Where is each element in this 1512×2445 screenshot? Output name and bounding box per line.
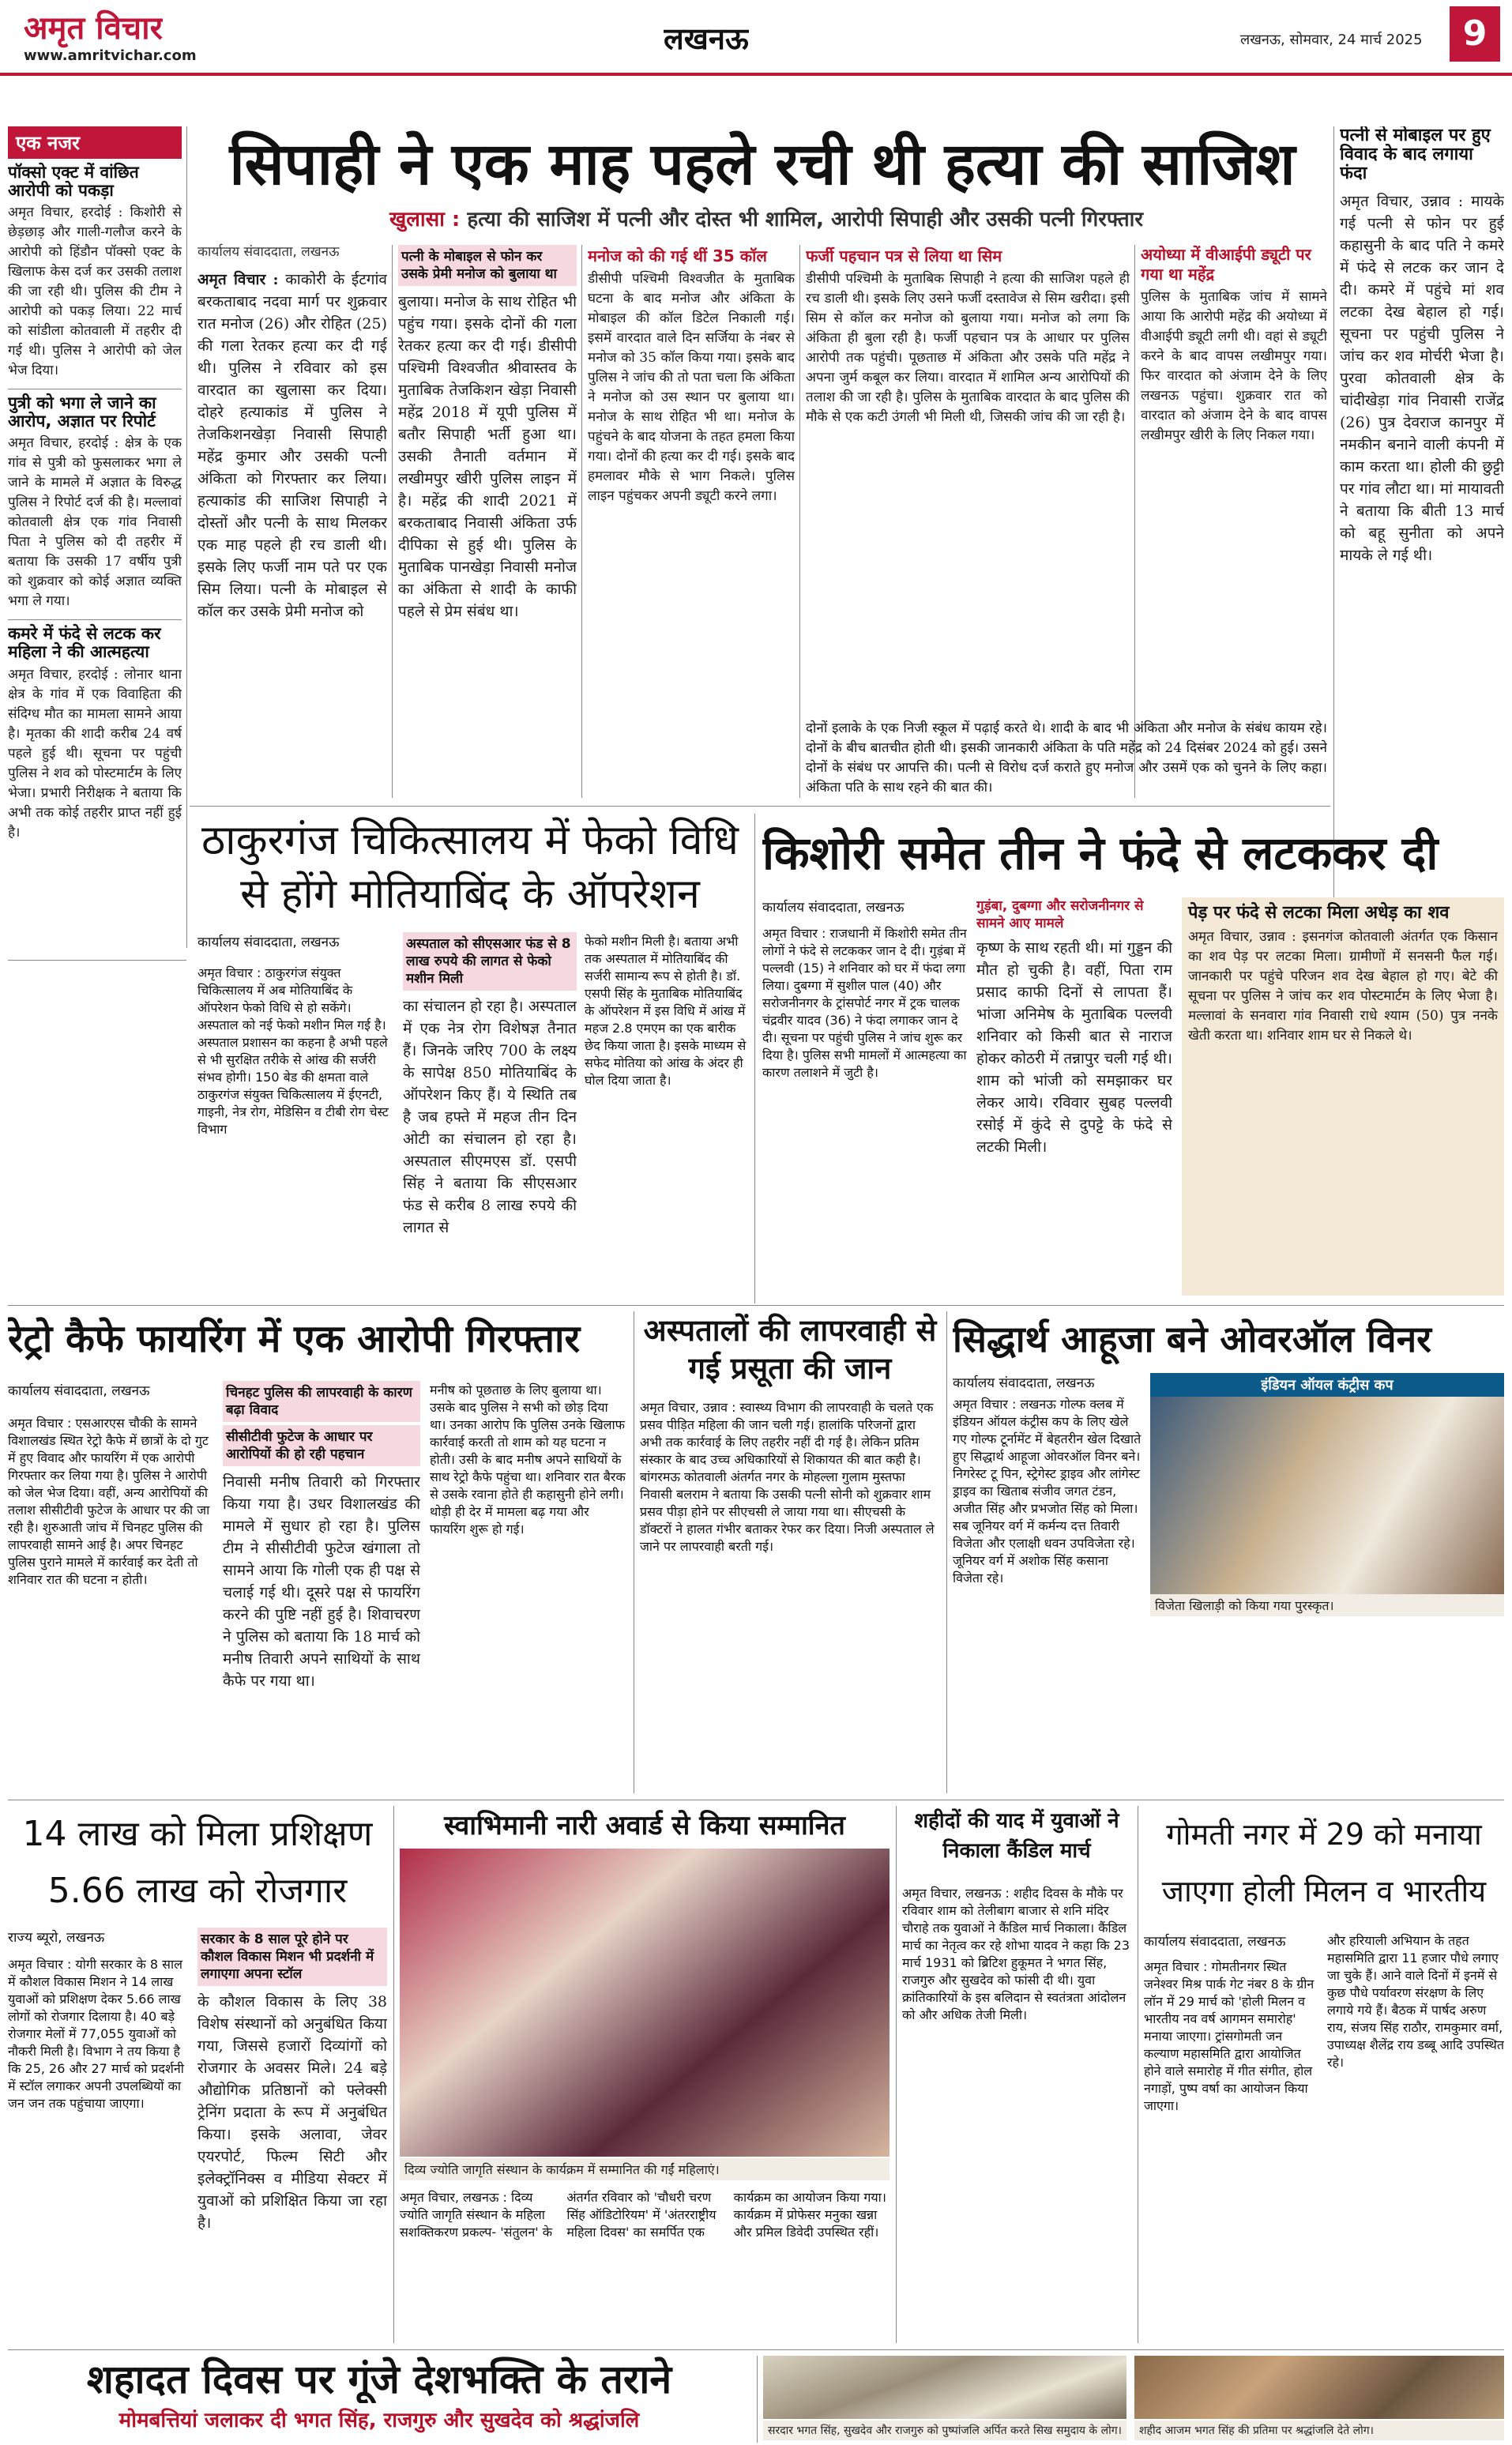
story10-headline: गोमती नगर में 29 को मनाया जाएगा होली मिलन व भारतीय xyxy=(1161,1817,1487,1909)
story2-byline: कार्यालय संवाददाता, लखनऊ xyxy=(197,935,340,950)
lead-col3 xyxy=(588,245,795,798)
story4-col2-tag1: चिनहट पुलिस की लापरवाही के कारण बढ़ा विवाद xyxy=(223,1381,420,1422)
lead-col2-tag: पत्नी के मोबाइल से फोन कर उसके प्रेमी मनोज को बुलाया था xyxy=(398,245,577,286)
lead-col1 xyxy=(197,269,387,798)
story3-byline: कार्यालय संवाददाता, लखनऊ xyxy=(762,900,905,916)
photo-caption: विजेता खिलाड़ी को किया गया पुरस्कृत। xyxy=(1150,1594,1504,1616)
column-rule xyxy=(757,2356,758,2443)
story4-byline: कार्यालय संवाददाता, लखनऊ xyxy=(8,1383,150,1399)
sidebox-body: अमृत विचार, उन्नाव : इसनगंज कोतवाली अंतर्गत एक किसान का शव पेड़ पर लटका मिला। ग्रामीणों में सनसनी फैल गई। जानकारी पर पहुंचे परिजन शव देख बेहाल हो गए। बेटे की सूचना पर पुलिस ने जांच कर शव पोस्टमार्टम के लिए भेजा है। मल्लावां के सनवारा गांव निवासी राधे श्याम (50) पुत्र ननके खेती करता था। शनिवार शाम घर से निकले थे। xyxy=(1188,929,1498,1044)
masthead xyxy=(0,0,1512,87)
photo-caption: सरदार भगत सिंह, सुखदेव और राजगुरु को पुष्पांजलि अर्पित करते सिख समुदाय के लोग। xyxy=(763,2421,1126,2440)
story6-body: अमृत विचार : लखनऊ गोल्फ क्लब में इंडियन ऑयल कंट्रीस कप के लिए खेले गए गोल्फ टूर्नामेंट में बेहतरीन खेल दिखाते हुए सिद्धार्थ आहूजा ओवरऑल विनर बने। निगरेस्ट टू पिन, स्ट्रेगेस्ट ड्राइव और लांगेस्ट ड्राइव का खिताब संजीव जगत टंडन, अजीत सिंह और प्रभजोत सिंह को मिला। सब जूनियर वर्ग में कर्मन्य दत्त तिवारी विजेता और एलाक्षी धवन उपविजेता रहे। जूनियर वर्ग में अशोक सिंह कसाना विजेता रहे। xyxy=(953,1397,1142,1585)
story2-headline: ठाकुरगंज चिकित्सालय में फेको विधि से होंगे मोतियाबिंद के ऑपरेशन xyxy=(201,817,739,918)
story8-headline: स्वाभिमानी नारी अवार्ड से किया सम्मानित xyxy=(444,1810,845,1841)
right-brief-body: अमृत विचार, उन्नाव : मायके गई पत्नी से फोन पर हुई कहासुनी के बाद पति ने कमरे में फंदे से लटक कर जान दे दी। कमरे में पहुंचे मां शव लटका देख बेहाल हो गई। सूचना पर पहुंची पुलिस ने जांच कर शव मोर्चरी भेजा है। पुरवा कोतवाली क्षेत्र के चांदीखेड़ा गांव निवासी राजेंद्र (26) पुत्र देवराज कानपुर में नमकीन बनाने वाली कंपनी में काम करता था। होली की छुट्टी पर गांव लौटा था। मां मायावती ने बताया कि बीती 13 मार्च को बहू सुनीता को अपने मायके ले गई थी। xyxy=(1340,192,1504,564)
story2-col3: फेको मशीन मिली है। बताया अभी तक अस्पताल में मोतियाबिंद की सर्जरी सामान्य रूप से होती है। डॉ. एसपी सिंह के मुताबिक मोतियाबिंद के ऑपरेशन में इस विधि में आंख में महज 2.8 एमएम का एक बारीक छेद किया जाता है। इसके माध्यम से सफेद मोतिया को आंख के अंदर ही घोल दिया जाता है। xyxy=(585,934,747,1088)
masthead-rule xyxy=(0,73,1512,76)
lead-col4 xyxy=(806,245,1130,719)
brief-headline: कमरे में फंदे से लटक कर महिला ने की आत्महत्या xyxy=(8,619,182,661)
masthead-brand: अमृत विचार xyxy=(24,9,163,47)
right-brief-headline: पत्नी से मोबाइल पर हुए विवाद के बाद लगाया फंदा xyxy=(1340,126,1491,184)
story2-col2-text: का संचालन हो रहा है। अस्पताल में एक नेत्र रोग विशेषज्ञ तैनात हैं। जिनके जरिए 700 के लक्ष्य के सापेक्ष 850 मोतियाबिंद के ऑपरेशन किए हैं। ये स्थिति तब है जब हफ्ते में महज तीन दिन ओटी का संचालन हो रहा है। अस्पताल सीएमएस डॉ. एसपी सिंह ने बताया कि सीएसआर फंड से करीब 8 लाख रुपये की लागत से xyxy=(403,998,577,1236)
column-rule xyxy=(754,814,755,1303)
story7-col1: अमृत विचार : योगी सरकार के 8 साल में कौशल विकास मिशन ने 14 लाख युवाओं को प्रशिक्षण देकर 5.66 लाख लोगों को रोजगार दिलाया है। 40 बड़े रोजगार मेलों में 77,055 युवाओं को नौकरी मिली है। विभाग ने तय किया है कि 25, 26 और 27 मार्च को प्रदर्शनी में स्टॉल लगाकर अपनी उपलब्धियों का जन जन तक पहुंचाया जाएगा। xyxy=(8,1957,184,2111)
column-rule xyxy=(799,245,800,798)
story2-col2-tag: अस्पताल को सीएसआर फंड से 8 लाख रुपये की लागत से फेको मशीन मिली xyxy=(403,932,577,991)
award-ceremony-photo xyxy=(400,1849,890,2157)
lead-col3-tag: मनोज को की गई थीं 35 कॉल xyxy=(588,246,767,265)
story10-byline: कार्यालय संवाददाता, लखनऊ xyxy=(1144,1934,1286,1950)
lead-bottom-text: दोनों इलाके के एक निजी स्कूल में पढ़ाई करते थे। शादी के बाद भी अंकिता और मनोज के संबंध कायम रहे। दोनों के बीच बातचीत होती थी। इसकी जानकारी अंकिता के पति महेंद्र को 24 दिसंबर 2024 को हुई। उसने दोनों के संबंध पर आपत्ति की। पत्नी से विरोध दर्ज कराते हुए मनोज और उसमें एक को चुनने के लिए कहा। अंकिता पति के साथ रहने की बात की। xyxy=(806,720,1327,796)
masthead-city: लखनऊ xyxy=(664,21,749,56)
sidebox-headline: पेड़ पर फंदे से लटका मिला अधेड़ का शव xyxy=(1188,903,1450,923)
story2-col1: अमृत विचार : ठाकुरगंज संयुक्त चिकित्सालय में अब मोतियाबिंद के ऑपरेशन फेको विधि से हो सकेंगे। अस्पताल को नई फेको मशीन मिल गई है। अस्पताल प्रशासन का कहना है अभी पहले से भी सुरक्षित तरीके से आंख की सर्जरी संभव होगी। 150 बेड की क्षमता वाले ठाकुरगंज संयुक्त चिकित्सालय में ईएनटी, गाइनी, नेत्र रोग, मेडिसिन व टीबी रोग चेस्ट विभाग xyxy=(197,965,389,1137)
lead-sub-prefix: खुलासा : xyxy=(389,208,461,231)
brief-headline: पॉक्सो एक्ट में वांछित आरोपी को पकड़ा xyxy=(8,163,139,201)
lead-col4-text: डीसीपी पश्चिमी के मुताबिक सिपाही ने हत्या की साजिश पहले ही रच डाली थी। इसके लिए उसने फर्जी दस्तावेज से सिम खरीदा। इसी सिम से कॉल कर मनोज को बुलाया गया। मनोज को लगा कि अंकिता ही बुला रही है। फर्जी पहचान पत्र के आधार पर पुलिस आरोपी तक पहुंची। पूछताछ में अंकिता और उसके पति महेंद्र ने अपना जुर्म कबूल कर लिया। वारदात में शामिल अन्य आरोपियों की तलाश की जा रही है। पुलिस के मुताबिक वारदात के बाद पुलिस की मौके से एक कटी उंगली भी मिली थी, जिसकी जांच की जा रही है। xyxy=(806,271,1130,425)
story10-col2: और हरियाली अभियान के तहत महासमिति द्वारा 11 हजार पौधे लगाए जा चुके हैं। आने वाले दिनों में इनमें से कुछ पौधे पर्यावरण संरक्षण के लिए लगाये गये हैं। बैठक में पार्षद अरुण राय, संजय सिंह राठौर, रामकुमार वर्मा, उपाध्यक्ष शैलेंद्र राय डब्बू आदि उपस्थित रहे। xyxy=(1327,1933,1504,2070)
story7-col2-text: के कौशल विकास के लिए 38 विशेष संस्थानों को अनुबंधित किया गया, जिससे हजारों दिव्यांगों को रोजगार के अवसर मिले। 24 बड़े औद्योगिक प्रतिष्ठानों को फ्लेक्सी ट्रेनिंग प्रदाता के रूप में अनुबंधित किया। इसके अलावा, जेवर एयरपोर्ट, फिल्म सिटी और इलेक्ट्रॉनिक्स व मीडिया सेक्टर में युवाओं को प्रशिक्षित किया जा रहा है। xyxy=(197,1993,387,2232)
brief-headline: पुत्री को भगा ले जाने का आरोप, अज्ञात पर रिपोर्ट xyxy=(8,389,182,431)
column-rule xyxy=(946,1311,947,1793)
story11-headline: शहादत दिवस पर गूंजे देशभक्ति के तराने xyxy=(86,2357,672,2402)
briefs-column xyxy=(8,126,182,948)
story3-col2-text: कृष्ण के साथ रहती थी। मां गुड्डन की मौत हो चुकी है। वहीं, पिता राम प्रसाद काफी दिनों से लापता हैं। भांजा अनिमेष के मुताबिक पल्लवी शनिवार को किसी बात से नाराज होकर कोठरी में तन्नापुर चली गई थी। शाम को भांजी को समझाकर घर लेकर आये। रविवार सुबह पल्लवी रसोई में कुंदे से दुपट्टे के फंदे से लटकी मिली। xyxy=(976,939,1172,1156)
photo-caption: दिव्य ज्योति जागृति संस्थान के कार्यक्रम में सम्मानित की गईं महिलाएं। xyxy=(400,2158,890,2180)
photo-banner: इंडियन ऑयल कंट्रीस कप xyxy=(1150,1373,1504,1397)
story3-sidebox xyxy=(1182,897,1504,1296)
story9-headline: शहीदों की याद में युवाओं ने निकाला कैंडिल मार्च xyxy=(914,1809,1119,1863)
lead-col1-text: काकोरी के ईटगांव बरकताबाद नदवा मार्ग पर शुक्रवार रात मनोज (26) और रोहित (25) की गला रेतकर हत्या कर दी गई थी। पुलिस ने रविवार को इस वारदात का खुलासा कर दिया। दोहरे हत्याकांड में पुलिस ने तेजकिशनखेड़ा निवासी सिपाही महेंद्र कुमार और उसकी पत्नी अंकिता को गिरफ्तार कर लिया। हत्याकांड की साजिश सिपाही ने दोस्तों और पत्नी के साथ मिलकर एक माह पहले ही रच डाली थी। इसके लिए फर्जी नाम पते पर एक सिम लिया। पत्नी के मोबाइल से कॉल कर उसके प्रेमी मनोज को xyxy=(197,271,387,620)
lead-col5-text: पुलिस के मुताबिक जांच में सामने आया कि आरोपी महेंद्र की अयोध्या में वीआईपी ड्यूटी लगी थी। वहां से ड्यूटी करने के बाद वापस लखीमपुर गया। फिर वारदात को अंजाम देने के लिए लखनऊ पहुंचा। शुक्रवार रात को वारदात को अंजाम देने के बाद वापस लखीमपुर खीरी के लिए निकल गया। xyxy=(1141,289,1327,443)
brief-body: अमृत विचार, हरदोई : लोनार थाना क्षेत्र के गांव में एक विवाहिता की संदिग्ध मौत का मामला सामने आया है। मृतका की शादी करीब 24 वर्ष पहले हुई थी। सूचना पर पहुंची पुलिस ने शव को पोस्टमार्टम के लिए भेजा। प्रभारी निरीक्षक ने बताया कि अभी तक कोई तहरीर प्राप्त नहीं हुई है। xyxy=(8,666,182,841)
lead-dateline: अमृत विचार : xyxy=(197,271,279,288)
right-brief xyxy=(1340,126,1504,679)
column-rule xyxy=(1134,245,1135,798)
story4-headline: रेट्रो कैफे फायरिंग में एक आरोपी गिरफ्तार xyxy=(8,1317,581,1361)
story4-col1: अमृत विचार : एसआरएस चौकी के सामने विशालखंड स्थित रेट्रो कैफे में छात्रों के दो गुट में हुए विवाद और फायरिंग में एक आरोपी गिरफ्तार कर लिया गया है। पुलिस ने आरोपी को जेल भेज दिया। वहीं, अन्य आरोपियों की तलाश सीसीटीवी फुटेज के आधार पर की जा रही है। शुरुआती जांच में चिनहट पुलिस की लापरवाही सामने आई है। अपर चिनहट पुलिस पुराने मामले में कार्रवाई कर देती तो शनिवार रात की घटना न होती। xyxy=(8,1416,210,1587)
briefs-label: एक नजर xyxy=(8,126,182,159)
story4-col2-tag2: सीसीटीवी फुटेज के आधार पर आरोपियों की हो रही पहचान xyxy=(223,1425,420,1466)
sikh-tribute-photo xyxy=(763,2356,1126,2419)
lead-col2-text: बुलाया। मनोज के साथ रोहित भी पहुंच गया। इसके दोनों की गला रेतकर हत्या कर दी गई। डीसीपी पश्चिमी विश्वजीत श्रीवास्तव के मुताबिक तेजकिशन खेड़ा निवासी महेंद्र 2018 में यूपी पुलिस में बतौर सिपाही भर्ती हुआ था। उसकी तैनाती वर्तमान में लखीमपुर खीरी पुलिस लाइन में है। महेंद्र की शादी 2021 में बरकताबाद निवासी अंकिता उर्फ दीपिका से हुई थी। पुलिस के मुताबिक पानखेड़ा निवासी मनोज का अंकिता से शादी के काफी पहले से प्रेम संबंध था। xyxy=(398,293,577,620)
lead-headline: सिपाही ने एक माह पहले रची थी हत्या की साजिश xyxy=(229,130,1296,198)
story8-body: अमृत विचार, लखनऊ : दिव्य ज्योति जागृति संस्थान के महिला सशक्तिकरण प्रकल्प- 'संतुलन' के अंतर्गत रविवार को 'चौधरी चरण सिंह ऑडिटोरियम' में 'अंतरराष्ट्रीय महिला दिवस' का समर्पित एक कार्यक्रम का आयोजन किया गया। कार्यक्रम में प्रोफेसर मनुका खन्ना और प्रमिल डिवेदी उपस्थित रहीं। xyxy=(400,2190,886,2240)
story4-col2 xyxy=(223,1381,420,1792)
column-rule xyxy=(392,245,393,798)
story4-col3: मनीष को पूछताछ के लिए बुलाया था। उसके बाद पुलिस ने सभी को छोड़ दिया था। उनका आरोप कि पुलिस उनके खिलाफ कार्रवाई करती तो शाम को यह घटना न होती। उसी के बाद मनीष अपने साथियों के साथ रेट्रो कैफे पहुंचा था। शनिवार रात बैरक से उसके रवाना होते ही कहासुनी होने लगी। थोड़ी ही देर में मामला बढ़ गया और फायरिंग शुरू हो गई। xyxy=(430,1382,626,1537)
lead-subheadline xyxy=(213,204,1319,232)
lead-col5 xyxy=(1141,245,1327,577)
lead-sub-text: हत्या की साजिश में पत्नी और दोस्त भी शामिल, आरोपी सिपाही और उसकी पत्नी गिरफ्तार xyxy=(460,208,1144,231)
column-rule xyxy=(581,245,582,798)
section-rule xyxy=(8,1305,1504,1306)
story3-col2-tag: गुड़ंबा, दुबग्गा और सरोजनीनगर से सामने आए मामले xyxy=(976,898,1144,931)
lead-col4-tag: फर्जी पहचान पत्र से लिया था सिम xyxy=(806,246,1002,265)
section-rule xyxy=(190,806,1330,807)
story9-body: अमृत विचार, लखनऊ : शहीद दिवस के मौके पर रविवार शाम को तेलीबाग बाजार से शनि मंदिर चौराहे तक युवाओं ने कैंडिल मार्च निकाला। कैंडिल मार्च का नेतृत्व कर रहे शोभा यादव ने कहा कि 23 मार्च 1931 को ब्रिटिश हुकूमत ने भगत सिंह, राजगुरु और सुखदेव को फांसी दी थी। युवा क्रांतिकारियों के इस बलिदान से स्वतंत्रता आंदोलन को और अधिक तेजी मिली। xyxy=(902,1886,1130,2022)
brief-body: अमृत विचार, हरदोई : किशोरी से छेड़छाड़ और गाली-गलौज करने के आरोपी को हिंडौन पॉक्सो एक्ट के खिलाफ केस दर्ज कर उसकी तलाश की जा रही थी। पुलिस की टीम ने आरोपी को पकड़ लिया। 22 मार्च को सांडीला कोतवाली में तहरीर दी गई थी। पुलिस ने आरोपी को जेल भेज दिया। xyxy=(8,205,182,379)
photo-caption: शहीद आजम भगत सिंह की प्रतिमा पर श्रद्धांजलि देते लोग। xyxy=(1134,2421,1504,2440)
column-rule xyxy=(896,1806,897,2343)
story11-subheadline: मोमबत्तियां जलाकर दी भगत सिंह, राजगुरु और सुखदेव को श्रद्धांजलि xyxy=(118,2409,640,2432)
section-rule xyxy=(8,960,186,961)
story2-col2 xyxy=(403,932,577,1296)
section-rule xyxy=(8,2349,1504,2350)
column-rule xyxy=(393,1806,394,2343)
story7-col2 xyxy=(197,1928,387,2342)
masthead-website[interactable]: www.amritvichar.com xyxy=(24,47,197,64)
lead-byline: कार्यालय संवाददाता, लखनऊ xyxy=(197,244,340,260)
story3-col2 xyxy=(976,897,1172,1296)
golf-award-photo xyxy=(1150,1397,1504,1594)
story5-body: अमृत विचार, उन्नाव : स्वास्थ्य विभाग की लापरवाही के चलते एक प्रसव पीड़ित महिला की जान चली गई। हालांकि परिजनों द्वारा अभी तक कार्रवाई के लिए तहरीर नहीं दी गई है। लेकिन प्रतिम संस्कार के बाद उच्च अधिकारियों से शिकायत की बात कही है। बांगरमऊ कोतवाली अंतर्गत नगर के मोहल्ला गुलाम मुस्तफा निवासी बलराम ने बताया कि उसकी पत्नी सोनी को शुक्रवार शाम प्रसव पीड़ा होने पर सीएचसी ले जाया गया था। सीएचसी के डॉक्टरों ने हालत गंभीर बताकर रेफर कर दिया। निजी अस्पताल ले जाने पर लापरवाही बरती गई। xyxy=(640,1400,935,1554)
lead-col2 xyxy=(398,245,577,798)
story6-headline: सिद्धार्थ आहूजा बने ओवरऑल विनर xyxy=(953,1318,1431,1360)
story5-headline: अस्पतालों की लापरवाही से गई प्रसूता की जान xyxy=(643,1313,937,1386)
story6-photo xyxy=(1150,1373,1504,1618)
story7-col2-tag: सरकार के 8 साल पूरे होने पर कौशल विकास मिशन भी प्रदर्शनी में लगाएगा अपना स्टॉल xyxy=(197,1928,387,1986)
masthead-date: लखनऊ, सोमवार, 24 मार्च 2025 xyxy=(1240,32,1423,48)
story6-byline: कार्यालय संवाददाता, लखनऊ xyxy=(953,1375,1095,1391)
story4-col2-text: निवासी मनीष तिवारी को गिरफ्तार किया गया है। उधर विशालखंड की मामले में सुधार हो रहा है। पुलिस टीम ने सीसीटीवी फुटेज खंगाला तो सामने आया कि गोली एक ही पक्ष से चलाई गई थी। दूसरे पक्ष से फायरिंग करने की पुष्टि नहीं हुई है। शिवाचरण ने पुलिस को बताया कि 18 मार्च को मनीष तिवारी अपने साथियों के साथ कैफे पर गया था। xyxy=(223,1473,420,1690)
lead-col5-tag: अयोध्या में वीआईपी ड्यूटी पर गया था महेंद्र xyxy=(1141,245,1311,284)
brief-body: अमृत विचार, हरदोई : क्षेत्र के एक गांव से पुत्री को फुसलाकर भगा ले जाने के मामले में अज्ञात के विरुद्ध पुलिस ने रिपोर्ट दर्ज की है। मल्लावां कोतवाली क्षेत्र एक गांव निवासी पिता ने पुलिस को दी तहरीर में बताया कि उसकी 17 वर्षीय पुत्री को शुक्रवार को कोई अज्ञात व्यक्ति भगा ले गया। xyxy=(8,435,182,610)
story7-byline: राज्य ब्यूरो, लखनऊ xyxy=(8,1930,105,1946)
story10-col1: अमृत विचार : गोमतीनगर स्थित जनेश्वर मिश्र पार्क गेट नंबर 8 के ग्रीन लॉन में 29 मार्च को 'होली मिलन व भारतीय नव वर्ष आगमन समारोह' मनाया जाएगा। ट्रांसगोमती जन कल्याण महासमिति द्वारा आयोजित होने वाले समारोह में गीत संगीत, होल नगाड़ों, पुष्प वर्षा का आयोजन किया जाएगा। xyxy=(1144,1959,1315,2113)
statue-tribute-photo xyxy=(1134,2356,1504,2419)
page-number: 9 xyxy=(1450,6,1500,62)
story7-headline: 14 लाख को मिला प्रशिक्षण 5.66 लाख को रोजगार xyxy=(22,1814,373,1911)
lead-col3-text: डीसीपी पश्चिमी विश्वजीत के मुताबिक घटना के बाद मनोज और अंकिता के मोबाइल की कॉल डिटेल निकाली गई। इसमें वारदात वाले दिन सर्जिया के नंबर से मनोज को 35 कॉल किया गया। इसके बाद पुलिस ने जांच की तो पता चला कि अंकिता ने मनोज को उस स्थान पर बुलाया था। मनोज के साथ रोहित भी था। मनोज के पहुंचने के बाद योजना के तहत हमला किया गया। दोनों की हत्या कर दी गई। इसके बाद हमलावर मौके से भाग निकले। पुलिस लाइन पहुंचकर अपनी ड्यूटी करने लगा। xyxy=(588,271,795,504)
story3-col1: अमृत विचार : राजधानी में किशोरी समेत तीन लोगों ने फंदे से लटककर जान दे दी। गुड़ंबा में पल्लवी (15) ने शनिवार को घर में फंदा लगा लिया। दुबग्गा में सुशील पाल (40) और सरोजनीनगर के ट्रांसपोर्ट नगर में ट्रक चालक चंद्रवीर यादव (36) ने फंदा लगाकर जान दे दी। सूचना पर पहुंची पुलिस ने जांच शुरू कर दिया है। पुलिस सभी मामलों में आत्महत्या का कारण तलाशने में जुटी है। xyxy=(762,926,967,1080)
story3-headline: किशोरी समेत तीन ने फंदे से लटककर दी xyxy=(762,826,1439,880)
column-rule xyxy=(186,126,187,948)
